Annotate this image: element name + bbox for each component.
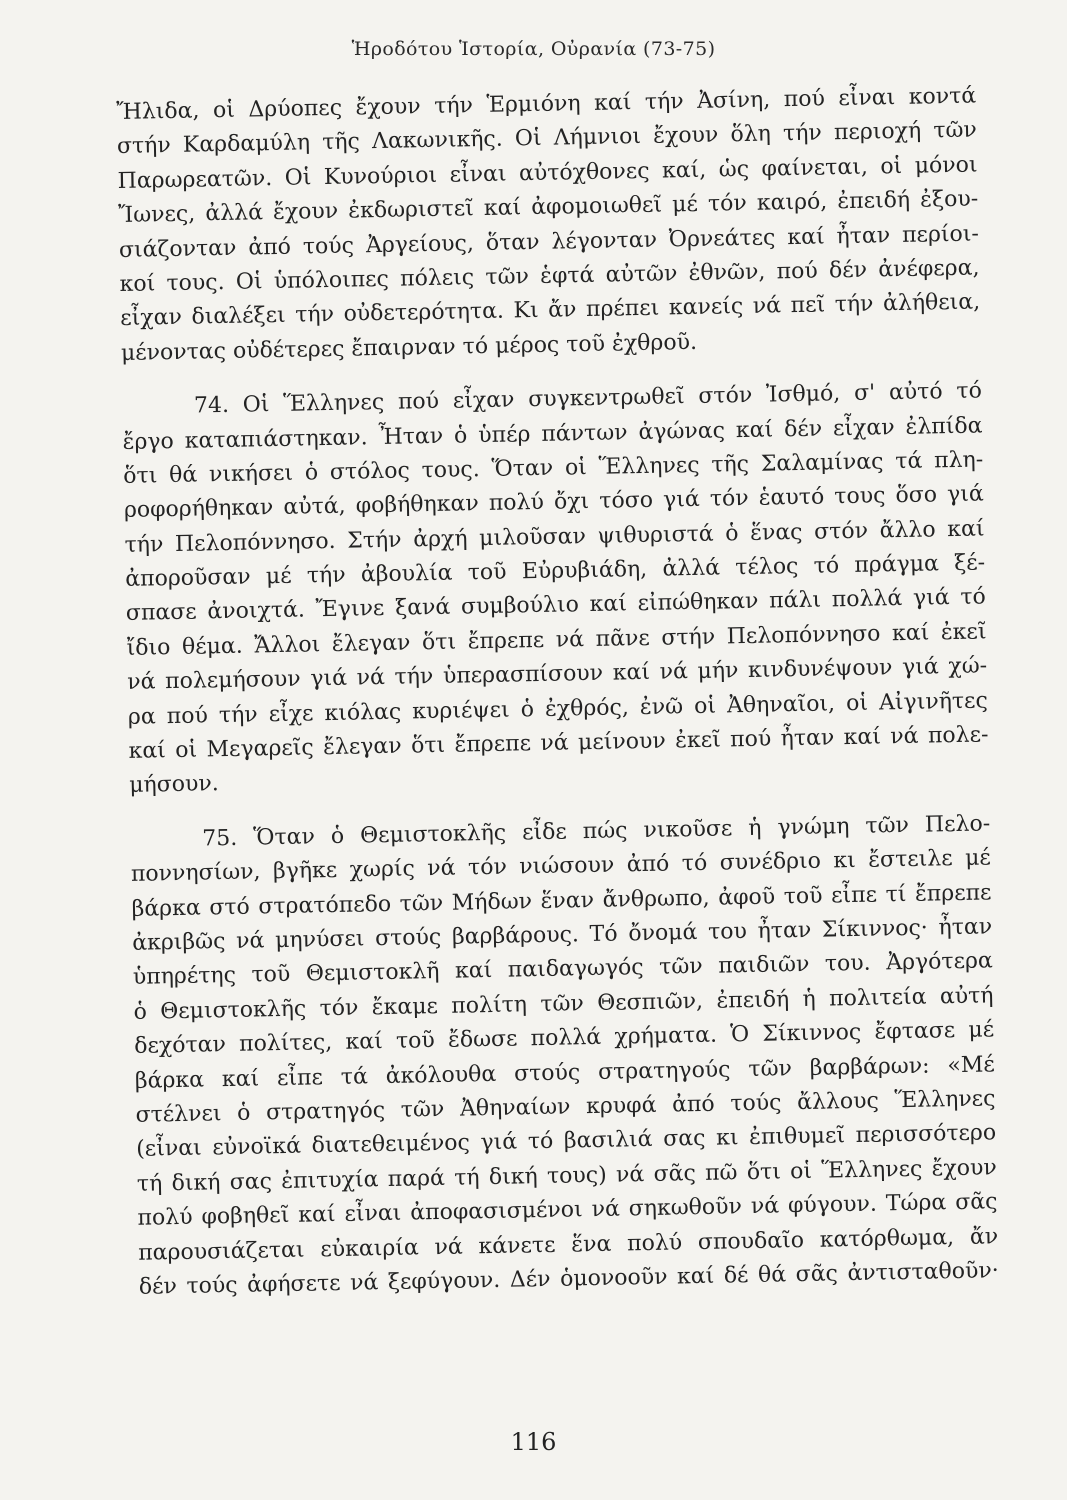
text-line: μένοντας οὐδέτερες ἔπαιρναν τό μέρος τοῦ ἐχθροῦ. <box>120 329 698 366</box>
text-line: ὁ Θεμιστοκλῆς τόν ἔκαμε πολίτη τῶν Θεσπιῶν, ἐπειδή ἡ πολιτεία αὐτή <box>133 983 994 1025</box>
text-line: (εἶναι εὐνοϊκά διατεθειμένος γιά τό βασιλιά σας κι ἐπιθυμεῖ περισσότερο <box>135 1120 997 1163</box>
text-line: ὅτι θά νικήσει ὁ στόλος τους. Ὅταν οἱ Ἕλληνες τῆς Σαλαμίνας τά πλη- <box>123 447 984 489</box>
paragraph-74 <box>122 375 990 804</box>
body-text <box>116 79 999 1305</box>
text-line: στήν Καρδαμύλη τῆς Λακωνικῆς. Οἱ Λήμνιοι ἔχουν ὅλη τήν περιοχή τῶν <box>116 117 978 160</box>
running-header: Ἡροδότου Ἱστορία, Οὐρανία (73-75) <box>351 38 716 60</box>
text-line: ρα πού τήν εἶχε κιόλας κυριέψει ὁ ἐχθρός, ἐνῶ οἱ Ἀθηναῖοι, οἱ Αἰγινῆτες <box>127 688 989 730</box>
text-line: Ἴωνες, ἀλλά ἔχουν ἐκδωριστεῖ καί ἀφομοιωθεῖ μέ τόν καιρό, ἐπειδή ἐξου- <box>118 186 979 229</box>
paragraph-75 <box>130 807 999 1305</box>
text-line: καί οἱ Μεγαρεῖς ἔλεγαν ὅτι ἔπρεπε νά μείνουν ἐκεῖ πού ἦταν καί νά πολε- <box>128 722 989 764</box>
text-line: βάρκα καί εἶπε τά ἀκόλουθα στούς στρατηγούς τῶν βαρβάρων: «Μέ <box>134 1051 995 1094</box>
text-line: εἶχαν διαλέξει τήν οὐδετερότητα. Κι ἄν πρέπει κανείς νά πεῖ τήν ἀλήθεια, <box>120 289 981 332</box>
text-line: ροφορήθηκαν αὐτά, φοβήθηκαν πολύ ὄχι τόσο γιά τόν ἑαυτό τους ὅσο γιά <box>123 481 985 524</box>
text-line: 75. Ὅταν ὁ Θεμιστοκλῆς εἶδε πώς νικοῦσε ἡ γνώμη τῶν Πελο- <box>202 811 991 852</box>
text-line: πολύ φοβηθεῖ καί εἶναι ἀποφασισμένοι νά σηκωθοῦν νά φύγουν. Τώρα σᾶς <box>137 1189 998 1231</box>
text-line: ὑπηρέτης τοῦ Θεμιστοκλῆ καί παιδαγωγός τῶν παιδιῶν του. Ἀργότερα <box>132 948 994 991</box>
text-line: σιάζονταν ἀπό τούς Ἀργείους, ὅταν λέγονταν Ὀρνεάτες καί ἦταν περίοι- <box>118 221 980 263</box>
text-line: ἔργο καταπιάστηκαν. Ἦταν ὁ ὑπέρ πάντων ἀγώνας καί δέν εἶχαν ἐλπίδα <box>122 412 983 455</box>
text-line: Ἤλιδα, οἱ Δρύοπες ἔχουν τήν Ἑρμιόνη καί τήν Ἀσίνη, πού εἶναι κοντά <box>116 83 977 125</box>
text-line: δεχόταν πολίτες, καί τοῦ ἔδωσε πολλά χρήματα. Ὁ Σίκιννος ἔφτασε μέ <box>134 1017 995 1059</box>
text-line: ἀποροῦσαν μέ τήν ἀβουλία τοῦ Εὐρυβιάδη, ἀλλά τέλος τό πράγμα ξέ- <box>125 550 986 592</box>
text-line: κοί τους. Οἱ ὑπόλοιπες πόλεις τῶν ἑφτά αὐτῶν ἐθνῶν, πού δέν ἀνέφερα, <box>119 255 980 297</box>
page-number: 116 <box>510 1428 557 1456</box>
text-line: μήσουν. <box>129 771 219 799</box>
text-line: τή δική σας ἐπιτυχία παρά τή δική τους) νά σᾶς πῶ ὅτι οἱ Ἕλληνες ἔχουν <box>136 1155 997 1197</box>
text-line: σπασε ἀνοιχτά. Ἔγινε ξανά συμβούλιο καί εἰπώθηκαν πάλι πολλά γιά τό <box>125 584 987 627</box>
paragraph-73 <box>116 79 981 371</box>
text-line: Παρωρεατῶν. Οἱ Κυνούριοι εἶναι αὐτόχθονες καί, ὡς φαίνεται, οἱ μόνοι <box>117 152 978 194</box>
text-line: στέλνει ὁ στρατηγός τῶν Ἀθηναίων κρυφά ἀπό τούς ἄλλους Ἕλληνες <box>135 1086 996 1128</box>
text-line: δέν τούς ἀφήσετε νά ξεφύγουν. Δέν ὁμονοοῦν καί δέ θά σᾶς ἀντισταθοῦν· <box>138 1258 999 1300</box>
text-line: νά πολεμήσουν γιά νά τήν ὑπερασπίσουν καί νά μήν κινδυνέψουν γιά χώ- <box>127 653 988 696</box>
text-line: παρουσιάζεται εὐκαιρία νά κάνετε ἕνα πολύ σπουδαῖο κατόρθωμα, ἄν <box>137 1223 999 1266</box>
text-line: ἴδιο θέμα. Ἄλλοι ἔλεγαν ὅτι ἔπρεπε νά πᾶνε στήν Πελοπόννησο καί ἐκεῖ <box>126 619 987 661</box>
text-line: τήν Πελοπόννησο. Στήν ἀρχή μιλοῦσαν ψιθυριστά ὁ ἕνας στόν ἄλλο καί <box>124 516 985 558</box>
text-line: 74. Οἱ Ἕλληνες πού εἶχαν συγκεντρωθεῖ στόν Ἰσθμό, σ' αὐτό τό <box>193 378 983 419</box>
text-line: ἀκριβῶς νά μηνύσει στούς βαρβάρους. Τό ὄνομά του ἦταν Σίκιννος· ἦταν <box>132 914 993 956</box>
text-line: ποννησίων, βγῆκε χωρίς νά τόν νιώσουν ἀπό τό συνέδριο κι ἔστειλε μέ <box>130 845 992 888</box>
text-line: βάρκα στό στρατόπεδο τῶν Μήδων ἕναν ἄνθρωπο, ἀφοῦ τοῦ εἶπε τί ἔπρεπε <box>131 879 992 922</box>
